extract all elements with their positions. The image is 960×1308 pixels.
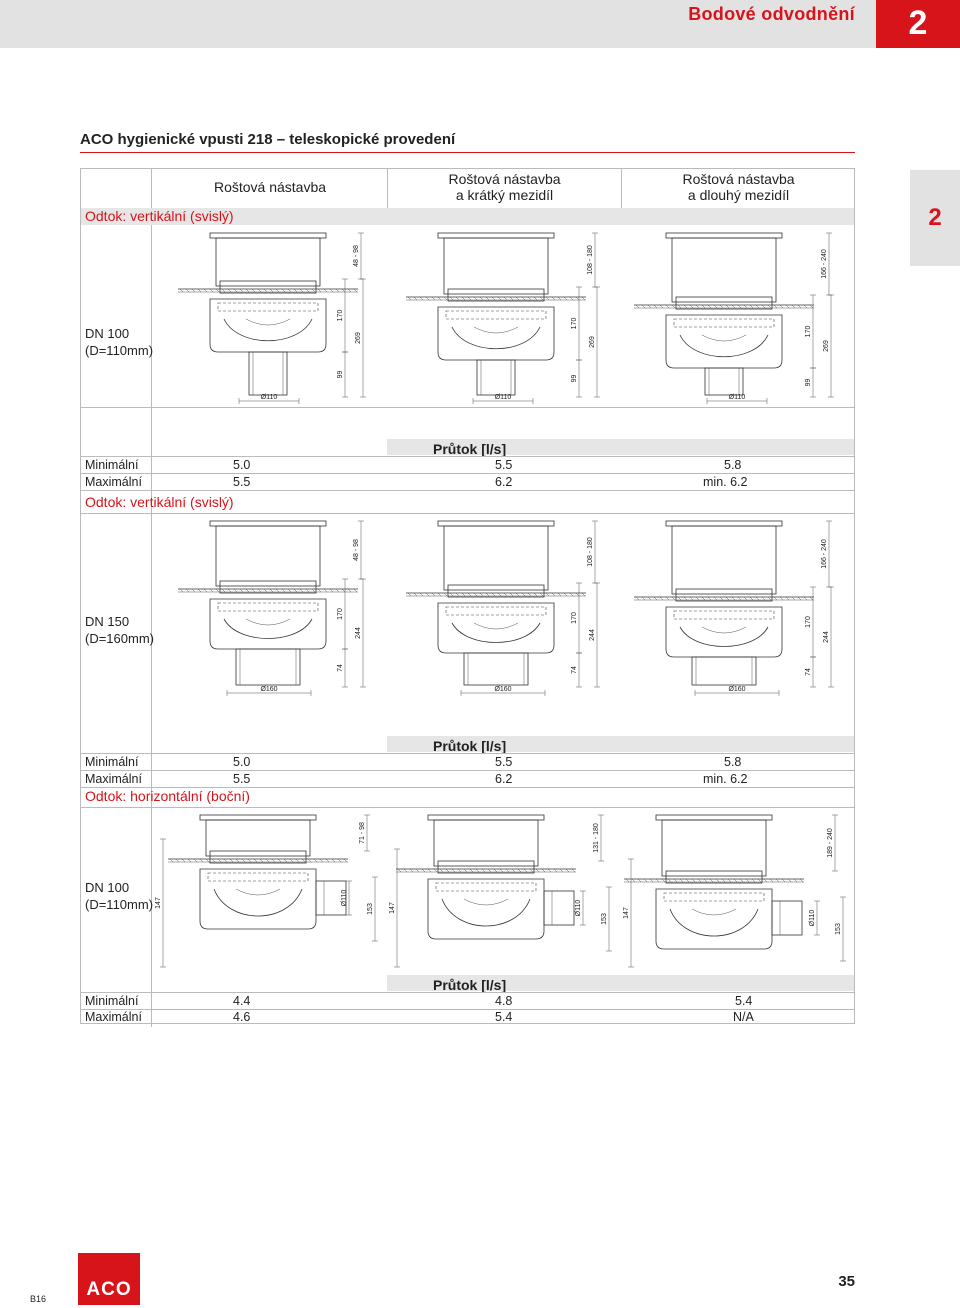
section-rule	[80, 152, 855, 153]
aco-logo	[78, 1253, 140, 1305]
dimension-label: 147	[623, 907, 630, 919]
row-divider	[81, 770, 854, 771]
dimension-label: 170	[805, 325, 812, 338]
drawing-b3-c3	[621, 809, 853, 971]
section-title: ACO hygienické vpusti 218 – teleskopické provedení	[80, 131, 456, 148]
dimension-label: 153	[367, 903, 374, 915]
footer-code: B16	[30, 1294, 47, 1304]
flow-value: 4.8	[495, 994, 513, 1008]
dimension-label: 170	[337, 608, 344, 620]
dimension-label: 153	[601, 913, 608, 925]
min-label: Minimální	[85, 994, 139, 1008]
dimension-label: 147	[155, 897, 162, 909]
row-divider	[81, 753, 854, 754]
dimension-label: 99	[337, 370, 344, 379]
flow-value: 5.8	[724, 458, 742, 472]
dimension-label: 99	[805, 378, 812, 387]
dimension-label: 244	[823, 631, 830, 643]
flow-value: 6.2	[495, 772, 513, 786]
drawing-b2-c1	[153, 515, 385, 701]
flow-value: 5.4	[735, 994, 753, 1008]
dimension-label: 166 - 240	[821, 539, 828, 569]
outlet-label: Odtok: vertikální (svislý)	[85, 208, 234, 224]
dimension-label: 99	[571, 374, 578, 383]
flow-value: 5.4	[495, 1010, 513, 1024]
dimension-label: 71 - 98	[359, 822, 366, 844]
dimension-label: 269	[823, 340, 830, 352]
row-divider	[81, 513, 854, 514]
min-label: Minimální	[85, 458, 139, 472]
side-chapter-tab: 2	[910, 170, 960, 266]
max-label: Maximální	[85, 1010, 142, 1024]
row-divider	[81, 473, 854, 474]
flow-value: 5.5	[233, 772, 251, 786]
flow-value: 6.2	[495, 475, 513, 489]
row-divider	[81, 407, 854, 408]
flow-value: 5.0	[233, 755, 251, 769]
max-label: Maximální	[85, 475, 142, 489]
flow-value: 4.6	[233, 1010, 251, 1024]
dimension-label: 131 - 180	[593, 823, 600, 853]
dimension-label: 189 - 240	[827, 828, 834, 858]
dimension-label: 147	[389, 902, 396, 914]
dimension-label: 74	[571, 666, 578, 674]
outlet-label: Odtok: vertikální (svislý)	[85, 494, 234, 510]
dimension-label: 170	[571, 317, 578, 330]
dimension-label: 269	[355, 332, 362, 344]
flow-value: min. 6.2	[703, 772, 748, 786]
max-label: Maximální	[85, 772, 142, 786]
dimension-label: 166 - 240	[821, 249, 828, 279]
drawing-b1-c1	[153, 227, 385, 407]
flow-value: 5.5	[233, 475, 251, 489]
dimension-label: 108 - 180	[587, 245, 594, 275]
min-label: Minimální	[85, 755, 139, 769]
dimension-label: 170	[337, 309, 344, 322]
chapter-number: 2	[876, 0, 960, 48]
dimension-label: Ø110	[494, 394, 512, 401]
dimension-label: Ø160	[494, 686, 512, 693]
dn-label: DN 100 (D=110mm)	[85, 880, 154, 912]
drawing-b3-c1	[153, 809, 385, 971]
dimension-label: 48 - 98	[353, 539, 360, 561]
row-divider	[81, 490, 854, 491]
dimension-label: Ø110	[575, 899, 582, 917]
flow-value: 4.4	[233, 994, 251, 1008]
dimension-label: 153	[835, 923, 842, 935]
drawing-b3-c2	[387, 809, 619, 971]
product-table	[80, 168, 855, 1024]
dimension-label: 244	[589, 629, 596, 641]
logo-text: ACO	[86, 1279, 132, 1300]
column-header-1: Roštová nástavba	[213, 179, 327, 195]
row-divider	[81, 992, 854, 993]
flow-header: Průtok [l/s]	[433, 977, 507, 993]
dimension-label: Ø110	[809, 909, 816, 927]
outlet-label: Odtok: horizontální (boční)	[85, 788, 250, 804]
header-title: Bodové odvodnění	[688, 4, 855, 24]
dimension-label: 170	[571, 612, 578, 624]
page-number: 35	[838, 1273, 855, 1290]
dn-label: DN 150 (D=160mm)	[85, 614, 154, 646]
flow-header: Průtok [l/s]	[433, 441, 507, 457]
drawing-b2-c3	[621, 515, 853, 701]
drawing-b1-c2	[387, 227, 619, 407]
dimension-label: 74	[337, 664, 344, 672]
flow-value: 5.5	[495, 755, 513, 769]
flow-value: 5.8	[724, 755, 742, 769]
row-divider	[81, 807, 854, 808]
flow-header: Průtok [l/s]	[433, 738, 507, 754]
dimension-label: Ø110	[341, 889, 348, 907]
flow-value: N/A	[733, 1010, 754, 1024]
dimension-label: 244	[355, 627, 362, 639]
flow-value: 5.5	[495, 458, 513, 472]
flow-value: 5.0	[233, 458, 251, 472]
dimension-label: 74	[805, 668, 812, 676]
dimension-label: Ø160	[260, 686, 278, 693]
dimension-label: Ø110	[728, 394, 746, 401]
drawing-b1-c3	[621, 227, 853, 407]
dimension-label: 170	[805, 616, 812, 628]
dimension-label: 48 - 98	[353, 245, 360, 267]
dimension-label: Ø110	[260, 394, 278, 401]
dimension-label: Ø160	[728, 686, 746, 693]
flow-value: min. 6.2	[703, 475, 748, 489]
column-header-3: Roštová nástavba a dlouhý mezidíl	[682, 171, 795, 203]
dn-label: DN 100 (D=110mm)	[85, 326, 154, 358]
column-header-2: Roštová nástavba a krátký mezidíl	[448, 171, 561, 203]
row-divider	[81, 456, 854, 457]
drawing-b2-c2	[387, 515, 619, 701]
dimension-label: 108 - 180	[587, 537, 594, 567]
dimension-label: 269	[589, 336, 596, 348]
